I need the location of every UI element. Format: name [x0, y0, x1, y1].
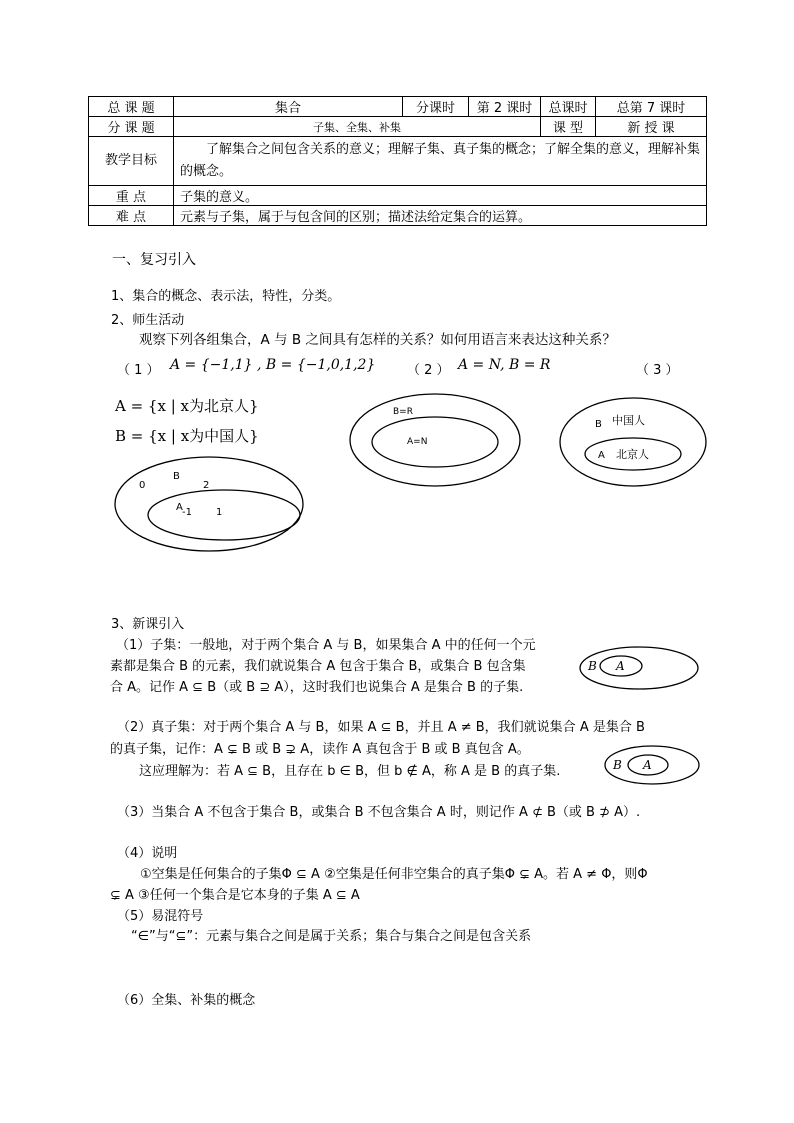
- venn-diagram-case-3: [559, 397, 707, 491]
- venn-element-1: 1: [216, 507, 223, 518]
- notes-line-1: ①空集是任何集合的子集Φ ⊆ A ②空集是任何非空集合的真子集Φ ⊊ A。若 A ≠ Φ，则Φ: [140, 867, 648, 882]
- total-period-label: 总课时: [541, 97, 596, 117]
- subset-outer-b: [580, 647, 698, 689]
- subset-def-line-1: （1）子集：一般地，对于两个集合 A 与 B，如果集合 A 中的任何一个元: [116, 638, 536, 653]
- section-review-title: 一、复习引入: [112, 252, 196, 268]
- venn-outer-set-r: [350, 394, 520, 486]
- proper-subset-line-2: 的真子集，记作：A ⊊ B 或 B ⊋ A，读作 A 真包含于 B 或 B 真包含 A。: [110, 742, 530, 757]
- venn-element-neg1: -1: [182, 507, 192, 518]
- subperiod-value: 第 2 课时: [469, 97, 541, 117]
- venn-element-2: 2: [203, 480, 210, 491]
- subset-diagram: [579, 645, 701, 691]
- focus-value: 子集的意义。: [174, 186, 707, 206]
- venn-label-br: B=R: [393, 407, 413, 417]
- venn-text-chinese: 中国人: [612, 414, 645, 427]
- notes-line-2: ⊊ A ③任何一个集合是它本身的子集 A ⊆ A: [110, 888, 360, 903]
- venn-outer-chinese: [560, 398, 706, 486]
- goals-value: 了解集合之间包含关系的意义；理解子集、真子集的概念；了解全集的意义，理解补集的概念。: [174, 137, 707, 186]
- venn-label-a3: A: [598, 450, 605, 461]
- subset-label-a: A: [616, 659, 625, 673]
- lesson-type-value: 新 授 课: [596, 117, 707, 137]
- venn-label-b3: B: [595, 419, 602, 430]
- subtopic-label: 分 课 题: [89, 117, 174, 137]
- goals-label: 教学目标: [89, 137, 174, 186]
- focus-label: 重 点: [89, 186, 174, 206]
- subset-def-line-2: 素都是集合 B 的元素，我们就说集合 A 包含于集合 B，或集合 B 包含集: [110, 659, 526, 674]
- notes-title: （4）说明: [117, 846, 178, 861]
- review-item-1: 1、集合的概念、表示法，特性，分类。: [111, 289, 341, 304]
- header-row-subtopic: [89, 117, 707, 137]
- case-1-sets: A = {−1,1} , B = {−1,0,1,2}: [170, 357, 376, 373]
- lesson-type-label: 课 型: [541, 117, 596, 137]
- topic-value: 集合: [174, 97, 403, 117]
- subperiod-label: 分课时: [403, 97, 469, 117]
- proper-subset-diagram: [604, 744, 702, 786]
- venn-element-0: 0: [139, 480, 146, 491]
- venn-inner-set-a: [148, 490, 300, 540]
- case-3-label: （ 3 ）: [636, 363, 679, 378]
- venn-diagram-case-2: [349, 393, 521, 489]
- not-subset-line: （3）当集合 A 不包含于集合 B，或集合 B 不包含集合 A 时，则记作 A ⊄ B（或 B ⊅ A）.: [117, 805, 641, 820]
- case-2-label: （ 2 ）: [407, 363, 450, 378]
- subset-def-line-3: 合 A。记作 A ⊆ B（或 B ⊇ A），这时我们也说集合 A 是集合 B 的子集.: [110, 680, 524, 695]
- difficulty-value: 元素与子集，属于与包含间的区别；描述法给定集合的运算。: [174, 206, 707, 226]
- venn-label-a: A: [176, 502, 183, 513]
- confusing-symbols-line: “∈”与“⊆”：元素与集合之间是属于关系；集合与集合之间是包含关系: [131, 929, 532, 944]
- case-1-label: （ 1 ）: [117, 363, 160, 378]
- header-row-difficulty: [89, 206, 707, 226]
- proper-subset-line-3: 这应理解为：若 A ⊆ B，且存在 b ∈ B，但 b ∉ A，称 A 是 B 的真子集.: [139, 764, 561, 779]
- proper-label-b: B: [613, 758, 622, 772]
- header-row-topic: [89, 97, 707, 117]
- total-period-value: 总第 7 课时: [596, 97, 707, 117]
- venn-diagram-case-1: [115, 455, 305, 555]
- review-item-2: 2、师生活动: [111, 313, 185, 328]
- new-lesson-title: 3、新课引入: [111, 617, 185, 632]
- activity-question: 观察下列各组集合，A 与 B 之间具有怎样的关系？如何用语言来表达这种关系？: [139, 332, 616, 348]
- lesson-header-table: [88, 96, 707, 226]
- proper-label-a: A: [643, 758, 652, 772]
- venn-inner-set-n: [372, 417, 498, 467]
- set-b-china: B = {x | x为中国人}: [115, 427, 259, 445]
- subtopic-value: 子集、全集、补集: [174, 117, 541, 137]
- confusing-symbols-title: （5）易混符号: [117, 909, 204, 924]
- universal-complement-title: （6）全集、补集的概念: [117, 993, 256, 1008]
- difficulty-label: 难 点: [89, 206, 174, 226]
- venn-text-beijing: 北京人: [616, 448, 649, 461]
- subset-label-b: B: [588, 659, 597, 673]
- proper-subset-line-1: （2）真子集：对于两个集合 A 与 B，如果 A ⊆ B，并且 A ≠ B，我们就说集合 A 是集合 B: [117, 720, 645, 735]
- venn-outer-set-b: [115, 457, 303, 551]
- case-2-sets: A = N, B = R: [458, 357, 551, 373]
- header-row-focus: [89, 186, 707, 206]
- venn-label-an: A=N: [407, 437, 428, 447]
- set-a-beijing: A = {x | x为北京人}: [115, 397, 259, 415]
- venn-label-b: B: [173, 471, 180, 482]
- topic-label: 总 课 题: [89, 97, 174, 117]
- header-row-goals: [89, 137, 707, 186]
